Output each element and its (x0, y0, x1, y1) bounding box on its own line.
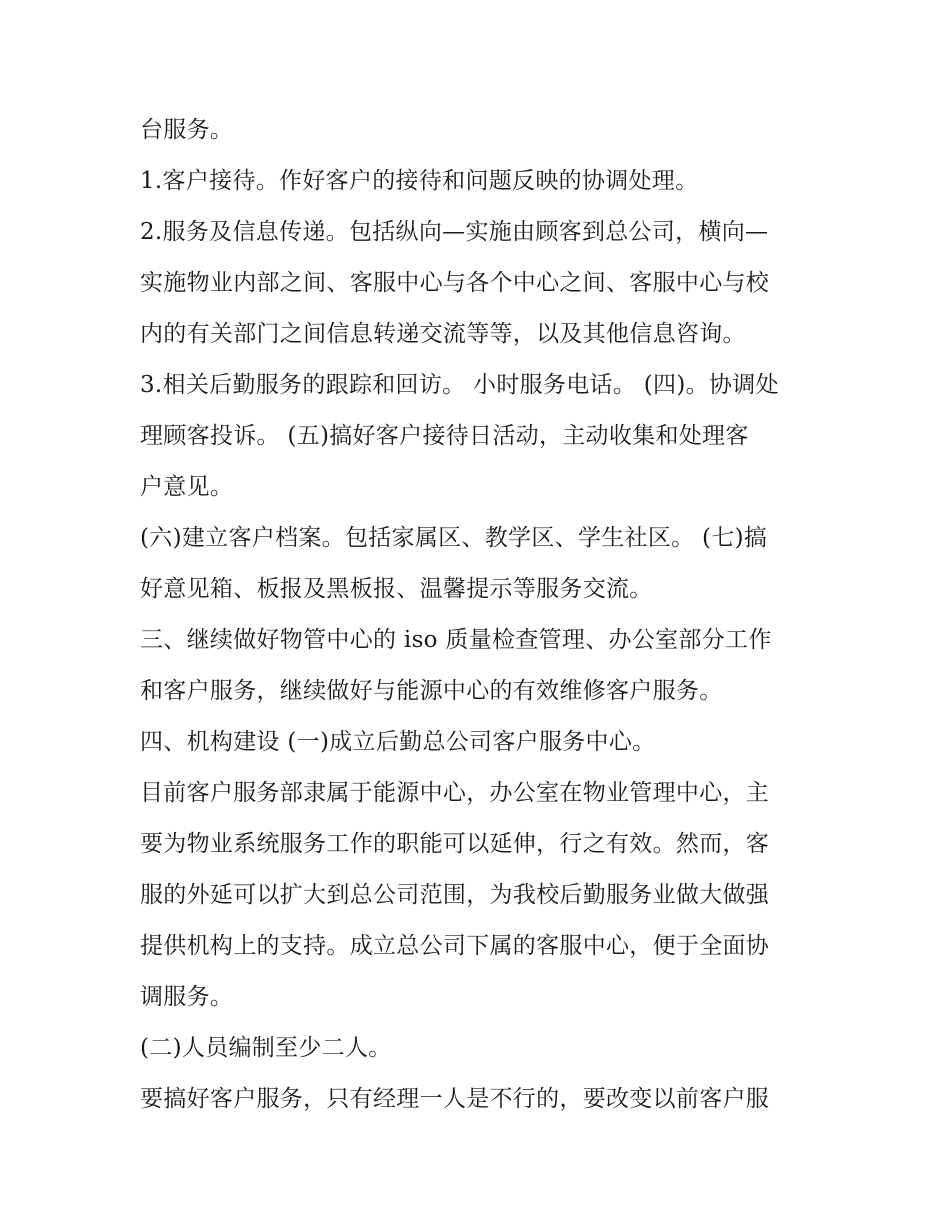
text-line: (二)人员编制至少二人。 (140, 1035, 392, 1061)
text-line: 服的外延可以扩大到总公司范围，为我校后勤服务业做大做强 (140, 882, 770, 908)
text-line: 理顾客投诉。 (五)搞好客户接待日活动，主动收集和处理客 (140, 423, 749, 449)
text-line: 内的有关部门之间信息转递交流等等，以及其他信息咨询。 (140, 321, 746, 347)
text-line: 目前客户服务部隶属于能源中心，办公室在物业管理中心，主 (140, 780, 770, 806)
text-line: (六)建立客户档案。包括家属区、教学区、学生社区。 (七)搞 (140, 525, 768, 551)
text-line: 户意见。 (140, 474, 234, 500)
text-line: 四、机构建设 (一)成立后勤总公司客户服务中心。 (140, 729, 656, 755)
text-line: 台服务。 (140, 117, 234, 143)
text-line: 好意见箱、板报及黑板报、温馨提示等服务交流。 (140, 576, 653, 602)
document-body (140, 105, 820, 1125)
text-line: 3.相关后勤服务的跟踪和回访。 小时服务电话。 (四)。协调处 (140, 372, 779, 398)
text-line: 要搞好客户服务，只有经理一人是不行的，要改变以前客户服 (140, 1086, 770, 1112)
text-line: 1.客户接待。作好客户的接待和问题反映的协调处理。 (140, 168, 699, 194)
text-line: 实施物业内部之间、客服中心与各个中心之间、客服中心与校 (140, 270, 770, 296)
text-line: 2.服务及信息传递。包括纵向—实施由顾客到总公司，横向— (140, 219, 769, 245)
text-line: 提供机构上的支持。成立总公司下属的客服中心，便于全面协 (140, 933, 770, 959)
text-line: 调服务。 (140, 984, 234, 1010)
text-line: 三、继续做好物管中心的 iso 质量检查管理、办公室部分工作 (140, 627, 772, 653)
text-line: 和客户服务，继续做好与能源中心的有效维修客户服务。 (140, 678, 723, 704)
text-line: 要为物业系统服务工作的职能可以延伸，行之有效。然而，客 (140, 831, 770, 857)
